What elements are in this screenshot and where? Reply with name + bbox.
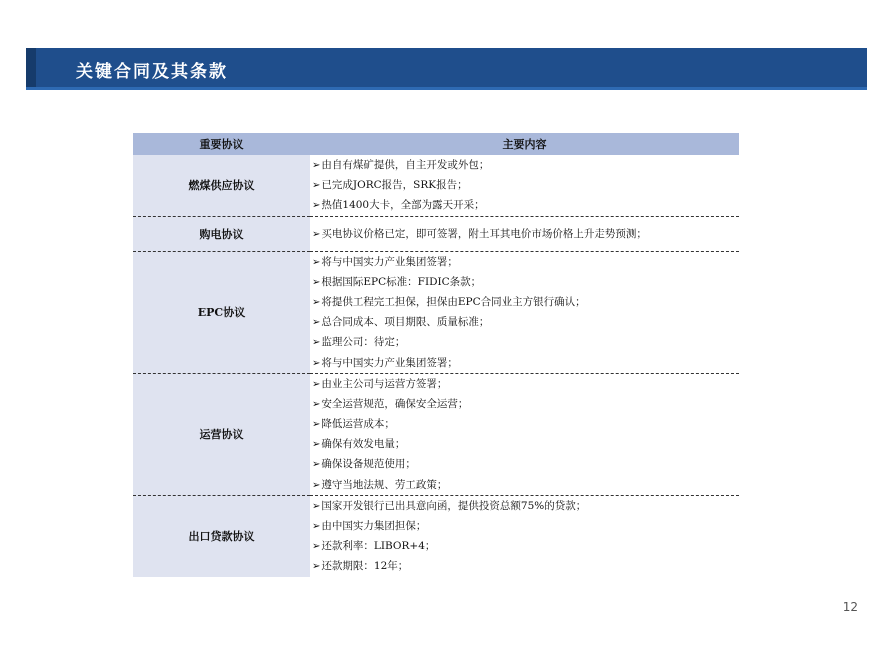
list-item: ➢还款期限：12年； [312, 560, 409, 573]
arrow-bullet-icon: ➢ [312, 160, 321, 171]
column-header-content: 主要内容 [310, 133, 739, 155]
list-item: ➢由自有煤矿提供，自主开发或外包； [312, 159, 490, 171]
agreement-name: 燃煤供应协议 [133, 155, 310, 216]
agreement-name: 出口贷款协议 [133, 495, 310, 576]
arrow-bullet-icon: ➢ [312, 337, 321, 349]
arrow-bullet-icon: ➢ [312, 521, 321, 532]
arrow-bullet-icon: ➢ [312, 500, 321, 512]
arrow-bullet-icon: ➢ [312, 561, 321, 573]
list-item: ➢根据国际EPC标准：FIDIC条款； [312, 275, 482, 288]
list-item: ➢将提供工程完工担保，担保由EPC合同业主方银行确认； [312, 295, 586, 308]
page-title: 关键合同及其条款 [76, 62, 228, 82]
list-item: ➢遵守当地法规、劳工政策； [312, 478, 448, 491]
arrow-bullet-icon: ➢ [312, 276, 321, 288]
list-item: ➢还款利率：LIBOR+4； [312, 540, 436, 553]
title-underline [26, 87, 867, 90]
agreement-content [310, 216, 739, 251]
list-item: ➢确保有效发电量； [312, 438, 406, 451]
list-item: ➢确保设备规范使用； [312, 458, 416, 471]
table-row [133, 373, 739, 495]
list-item: ➢监理公司：待定； [312, 336, 406, 349]
arrow-bullet-icon: ➢ [312, 459, 321, 471]
table-header-row [133, 133, 739, 155]
list-item: ➢热值1400大卡，全部为露天开采； [312, 199, 485, 212]
arrow-bullet-icon: ➢ [312, 378, 321, 390]
list-item: ➢降低运营成本； [312, 418, 395, 431]
list-item: ➢总合同成本、项目期限、质量标准； [312, 316, 490, 329]
column-header-agreement: 重要协议 [133, 133, 310, 155]
agreement-content [310, 495, 739, 576]
arrow-bullet-icon: ➢ [312, 228, 321, 240]
agreement-content [310, 251, 739, 373]
arrow-bullet-icon: ➢ [312, 439, 321, 451]
contracts-table [133, 133, 739, 577]
arrow-bullet-icon: ➢ [312, 479, 321, 491]
page-number: 12 [842, 600, 858, 614]
list-item: ➢国家开发银行已出具意向函，提供投资总额75%的贷款； [312, 499, 587, 512]
table-row [133, 495, 739, 576]
list-item: ➢将与中国实力产业集团签署； [312, 356, 458, 369]
table-row [133, 251, 739, 373]
list-item: ➢由中国实力集团担保； [312, 520, 427, 532]
list-item: ➢由业主公司与运营方签署； [312, 377, 448, 390]
agreement-content [310, 373, 739, 495]
agreement-name: EPC协议 [133, 251, 310, 373]
title-bar-edge [26, 48, 36, 90]
arrow-bullet-icon: ➢ [312, 419, 321, 431]
arrow-bullet-icon: ➢ [312, 398, 321, 410]
list-item: ➢安全运营规范，确保安全运营； [312, 397, 469, 410]
agreement-name: 购电协议 [133, 216, 310, 251]
arrow-bullet-icon: ➢ [312, 296, 321, 308]
list-item: ➢买电协议价格已定，即可签署，附土耳其电价市场价格上升走势预测； [312, 227, 647, 240]
arrow-bullet-icon: ➢ [312, 541, 321, 553]
table-row [133, 155, 739, 216]
title-bar [26, 48, 867, 90]
arrow-bullet-icon: ➢ [312, 200, 321, 212]
agreement-content [310, 155, 739, 216]
table-row [133, 216, 739, 251]
list-item: ➢已完成JORC报告，SRK报告； [312, 179, 468, 192]
arrow-bullet-icon: ➢ [312, 317, 321, 329]
arrow-bullet-icon: ➢ [312, 180, 321, 192]
arrow-bullet-icon: ➢ [312, 357, 321, 369]
agreement-name: 运营协议 [133, 373, 310, 495]
list-item: ➢将与中国实力产业集团签署； [312, 255, 458, 268]
arrow-bullet-icon: ➢ [312, 256, 321, 268]
